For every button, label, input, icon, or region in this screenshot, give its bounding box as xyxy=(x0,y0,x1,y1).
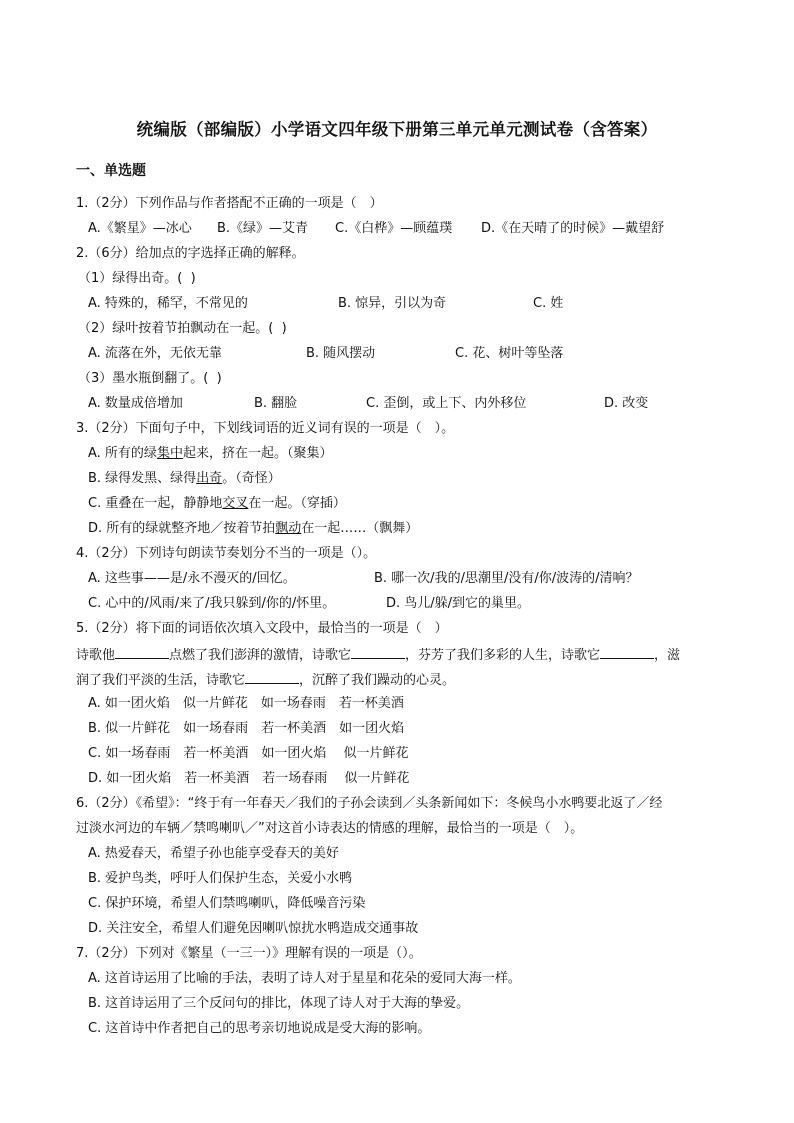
option-text: 起来，挤在一起。（聚集） xyxy=(182,446,333,461)
option-text: B. 绿得发黑、绿得 xyxy=(88,471,197,486)
option-b[interactable]: B.《绿》—艾青 xyxy=(217,221,309,236)
question-2-sub-1: （1）绿得出奇。( ) xyxy=(78,271,196,286)
question-4-options-row-1 xyxy=(88,569,639,589)
option-c[interactable]: C. 保护环境，希望人们禁鸣喇叭，降低噪音污染 xyxy=(88,896,366,911)
question-4-stem: 4.（2分）下列诗句朗读节奏划分不当的一项是（）。 xyxy=(76,546,377,561)
option-a[interactable]: A. 如一团火焰 似一片鲜花 如一场春雨 若一杯美酒 xyxy=(88,696,404,711)
option-d[interactable] xyxy=(88,519,418,539)
underlined-word: 集中 xyxy=(156,446,183,461)
option-c[interactable]: C. 姓 xyxy=(533,296,564,311)
fill-blank[interactable] xyxy=(600,645,654,659)
option-a[interactable]: A. 数量成倍增加 xyxy=(88,396,183,411)
option-b[interactable]: B. 翻脸 xyxy=(254,396,298,411)
option-b[interactable]: B. 爱护鸟类，呼吁人们保护生态，关爱小水鸭 xyxy=(88,871,353,886)
passage-text: 润了我们平淡的生活，诗歌它 xyxy=(76,673,246,688)
option-text: 。（奇怪） xyxy=(222,471,281,486)
option-b[interactable] xyxy=(88,469,281,489)
question-5-passage-line-1 xyxy=(76,645,680,666)
question-2-sub-2-options xyxy=(88,344,564,364)
underlined-word: 出奇 xyxy=(196,471,223,486)
question-2-sub-1-options xyxy=(88,294,564,314)
question-2-sub-3-options xyxy=(88,394,649,414)
option-b[interactable]: B. 哪一次/我的/思潮里/没有/你/波涛的/清响？ xyxy=(374,571,639,586)
passage-text: ，滋 xyxy=(654,648,681,663)
option-text: 在一起。（穿插） xyxy=(248,496,346,511)
option-c[interactable]: C. 这首诗中作者把自己的思考亲切地说成是受大海的影响。 xyxy=(88,1021,431,1036)
option-a[interactable]: A. 特殊的，稀罕，不常见的 xyxy=(88,296,248,311)
option-c[interactable] xyxy=(88,494,346,514)
question-2-sub-2: （2）绿叶按着节拍飘动在一起。( ) xyxy=(78,321,287,336)
option-a[interactable]: A. 这首诗运用了比喻的手法，表明了诗人对于星星和花朵的爱同大海一样。 xyxy=(88,971,521,986)
option-a[interactable]: A. 这些事——是/永不漫灭的/回忆。 xyxy=(88,571,296,586)
question-7-stem: 7.（2分）下列对《繁星（一三一）》理解有误的一项是（）。 xyxy=(76,946,422,961)
option-b[interactable]: B. 惊异，引以为奇 xyxy=(338,296,447,311)
passage-text: 诗歌他 xyxy=(76,648,116,663)
passage-text: ，沉醉了我们躁动的心灵。 xyxy=(299,673,456,688)
option-c[interactable]: C. 如一场春雨 若一杯美酒 如一团火焰 似一片鲜花 xyxy=(88,746,409,761)
fill-blank[interactable] xyxy=(245,670,299,684)
option-text: 在一起……（飘舞） xyxy=(301,521,419,536)
question-2-stem: 2.（6分）给加点的字选择正确的解释。 xyxy=(76,246,305,261)
option-b[interactable]: B. 随风摆动 xyxy=(306,346,376,361)
option-a[interactable] xyxy=(88,444,332,464)
option-text: D. 所有的绿就整齐地／按着节拍 xyxy=(88,521,276,536)
option-a[interactable]: A.《繁星》—冰心 xyxy=(88,221,192,236)
option-d[interactable]: D. 如一团火焰 若一杯美酒 若一场春雨 似一片鲜花 xyxy=(88,771,410,786)
question-5-stem: 5.（2分）将下面的词语依次填入文段中，最恰当的一项是（ ） xyxy=(76,621,448,636)
question-4-options-row-2 xyxy=(88,594,531,614)
option-a[interactable]: A. 热爱春天，希望子孙也能享受春天的美好 xyxy=(88,846,339,861)
page-title: 统编版（部编版）小学语文四年级下册第三单元单元测试卷（含答案） xyxy=(136,120,658,139)
option-a[interactable]: A. 流落在外，无依无靠 xyxy=(88,346,222,361)
option-c[interactable]: C. 花、树叶等坠落 xyxy=(455,346,564,361)
question-1-options xyxy=(88,219,665,239)
option-b[interactable]: B. 这首诗运用了三个反问句的排比，体现了诗人对于大海的挚爱。 xyxy=(88,996,470,1011)
question-5-passage-line-2 xyxy=(76,670,455,691)
passage-text: ，芬芳了我们多彩的人生，诗歌它 xyxy=(405,648,601,663)
option-text: A. 所有的绿 xyxy=(88,446,157,461)
option-d[interactable]: D. 鸟儿/躲/到它的巢里。 xyxy=(386,596,531,611)
question-1-stem: 1.（2分）下列作品与作者搭配不正确的一项是（ ） xyxy=(76,196,383,211)
option-text: C. 重叠在一起，静静地 xyxy=(88,496,223,511)
option-c[interactable]: C. 心中的/风雨/来了/我只躲到/你的/怀里。 xyxy=(88,596,336,611)
section-heading: 一、单选题 xyxy=(76,163,146,179)
option-d[interactable]: D. 改变 xyxy=(604,396,649,411)
underlined-word: 飘动 xyxy=(275,521,302,536)
option-c[interactable]: C. 歪倒，或上下、内外移位 xyxy=(366,396,527,411)
passage-text: 点燃了我们澎湃的激情，诗歌它 xyxy=(169,648,352,663)
fill-blank[interactable] xyxy=(115,645,169,659)
option-c[interactable]: C.《白桦》—顾蕴璞 xyxy=(335,221,453,236)
option-d[interactable]: D. 关注安全，希望人们避免因喇叭惊扰水鸭造成交通事故 xyxy=(88,921,419,936)
question-6-stem-line-2: 过淡水河边的车辆／禁鸣喇叭／”对这首小诗表达的情感的理解，最恰当的一项是（ ）。 xyxy=(76,821,584,836)
question-6-stem-line-1: 6.（2分）《希望》：“终于有一年春天／我们的子孙会读到／头条新闻如下：冬候鸟小水鸭要北返了／经 xyxy=(76,796,663,811)
option-d[interactable]: D.《在天晴了的时候》—戴望舒 xyxy=(481,221,665,236)
question-3-stem: 3.（2分）下面句子中，下划线词语的近义词有误的一项是（ ）。 xyxy=(76,421,455,436)
fill-blank[interactable] xyxy=(351,645,405,659)
question-2-sub-3: （3）墨水瓶倒翻了。( ) xyxy=(78,371,222,386)
option-b[interactable]: B. 似一片鲜花 如一场春雨 若一杯美酒 如一团火焰 xyxy=(88,721,405,736)
underlined-word: 交叉 xyxy=(222,496,249,511)
